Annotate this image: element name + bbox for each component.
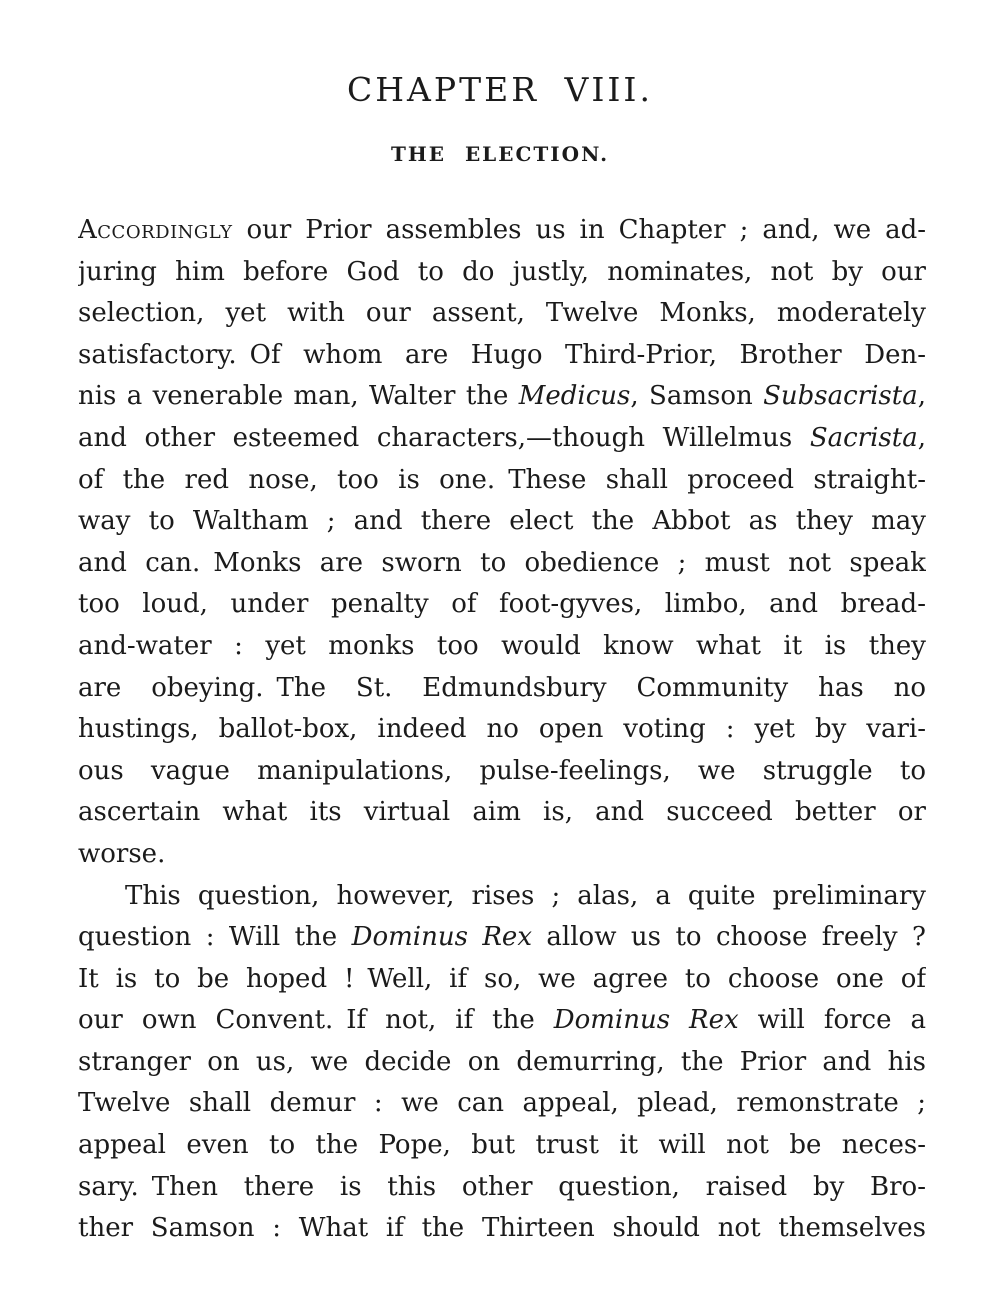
text-run: allow us to choose freely ? <box>531 922 926 953</box>
text-run: hustings, ballot-box, indeed no open voting : yet by vari- <box>78 714 926 745</box>
text-line <box>78 876 926 918</box>
text-run: and other esteemed characters,—though Willelmus <box>78 422 810 453</box>
text-line <box>78 376 926 418</box>
text-run: our own Convent. If not, if the <box>78 1005 554 1036</box>
text-run: of the red nose, too is one. These shall proceed straight- <box>78 464 926 495</box>
text-line <box>78 668 926 710</box>
text-run: satisfactory. Of whom are Hugo Third-Prior, Brother Den- <box>78 339 926 370</box>
text-run: Twelve shall demur : we can appeal, plead, remonstrate ; <box>78 1088 926 1119</box>
text-run: , <box>917 422 926 453</box>
text-line <box>78 1167 926 1209</box>
paragraph <box>78 210 926 876</box>
text-run: ascertain what its virtual aim is, and succeed better or <box>78 797 926 828</box>
text-line <box>78 293 926 335</box>
italic-text: Dominus Rex <box>351 922 532 953</box>
italic-text: Sacrista <box>809 422 918 453</box>
smallcaps-lead-word: Accordingly <box>78 215 233 245</box>
text-line <box>78 1083 926 1125</box>
italic-text: Medicus <box>518 381 631 412</box>
text-run: selection, yet with our assent, Twelve Monks, moderately <box>78 298 926 329</box>
text-line <box>78 210 926 252</box>
text-run: sary. Then there is this other question, raised by Bro- <box>78 1171 926 1202</box>
text-run: appeal even to the Pope, but trust it will not be neces- <box>78 1130 926 1161</box>
text-run: and-water : yet monks too would know what it is they <box>78 630 926 661</box>
text-line <box>78 1208 926 1250</box>
text-line <box>78 959 926 1001</box>
text-line <box>78 252 926 294</box>
paragraph <box>78 876 926 1250</box>
text-run: will force a <box>738 1005 926 1036</box>
text-line <box>78 1125 926 1167</box>
italic-text: Dominus Rex <box>553 1005 739 1036</box>
text-line <box>78 1042 926 1084</box>
text-line <box>78 501 926 543</box>
text-run: nis a venerable man, Walter the <box>78 381 519 412</box>
section-title: THE ELECTION. <box>390 142 610 166</box>
text-run: are obeying. The St. Edmundsbury Community has no <box>78 672 926 703</box>
text-run: and can. Monks are sworn to obedience ; must not speak <box>78 547 926 578</box>
text-line <box>78 751 926 793</box>
body-text <box>78 210 926 1250</box>
text-run: too loud, under penalty of foot-gyves, limbo, and bread- <box>78 589 926 620</box>
text-run: ous vague manipulations, pulse-feelings, we struggle to <box>78 755 926 786</box>
text-run: juring him before God to do justly, nominates, not by our <box>78 256 926 287</box>
text-run: , <box>917 381 926 412</box>
text-line <box>78 543 926 585</box>
text-line <box>78 626 926 668</box>
text-run: worse. <box>78 838 166 869</box>
text-run: , Samson <box>630 381 764 412</box>
text-line <box>78 584 926 626</box>
text-line <box>78 917 926 959</box>
italic-text: Subsacrista <box>763 381 918 412</box>
text-run: our Prior assembles us in Chapter ; and, we ad- <box>232 215 926 245</box>
text-run: It is to be hoped ! Well, if so, we agree to choose one of <box>78 963 926 994</box>
text-line <box>78 709 926 751</box>
text-run: stranger on us, we decide on demurring, the Prior and his <box>78 1046 926 1077</box>
text-run: ther Samson : What if the Thirteen should not themselves <box>78 1213 926 1244</box>
text-line <box>78 335 926 377</box>
text-run: question : Will the <box>78 922 352 953</box>
text-line <box>78 834 926 876</box>
chapter-title: CHAPTER VIII. <box>347 70 653 109</box>
text-line <box>78 1000 926 1042</box>
text-run: This question, however, rises ; alas, a quite preliminary <box>125 880 926 911</box>
text-line <box>78 418 926 460</box>
text-line <box>78 792 926 834</box>
text-line <box>78 460 926 502</box>
text-run: way to Waltham ; and there elect the Abbot as they may <box>78 506 926 537</box>
